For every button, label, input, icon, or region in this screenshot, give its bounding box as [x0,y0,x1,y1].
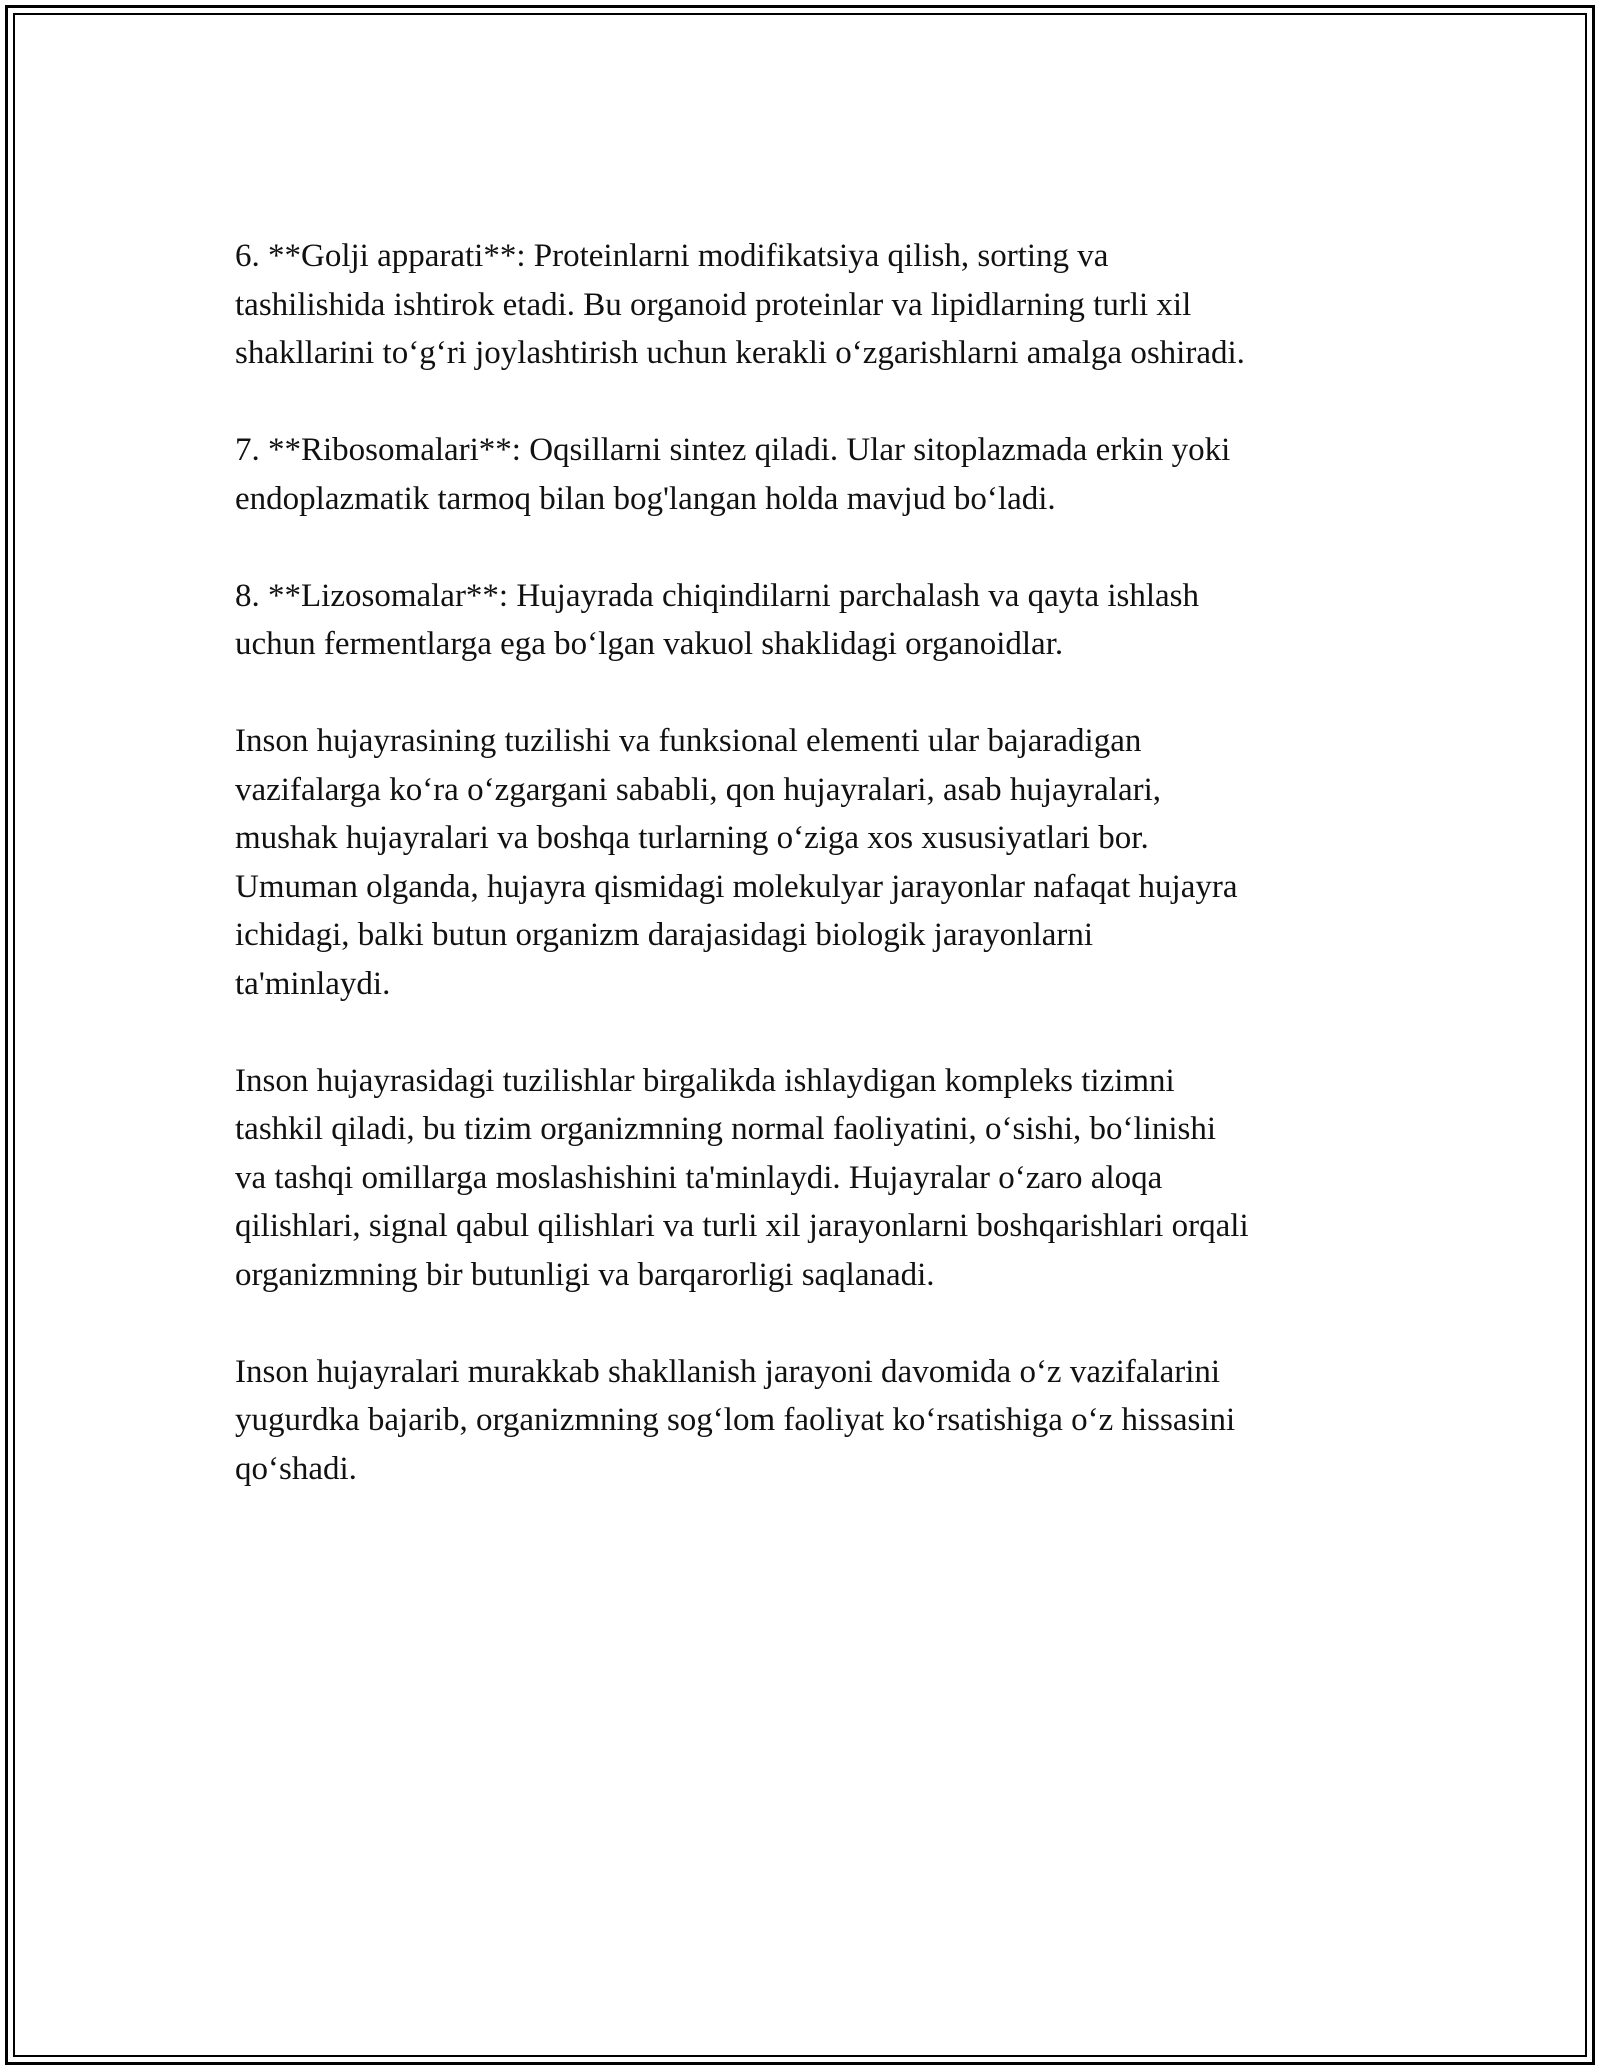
paragraph-lysosomes: 8. **Lizosomalar**: Hujayrada chiqindilarni parchalash va qayta ishlash uchun fermentlarga ega bo‘lgan vakuol shaklidagi organoidlar. [235,577,1200,662]
paragraph-cell-structure: Inson hujayrasining tuzilishi va funksional elementi ular bajaradigan vazifalarga ko‘ra o‘zgargani sababli, qon hujayralari, asab hujayralari, mushak hujayralari va boshqa turlarning o‘ziga xos xususiyatlari bor. Umuman olganda, hujayra qismidagi molekulyar jarayonlar nafaqat hujayra ichidagi, balki butun organizm darajasidagi biologik jarayonlarni ta'minlaydi. [235,723,1238,1002]
paragraph-conclusion: Inson hujayralari murakkab shakllanish jarayoni davomida o‘z vazifalarini yugurdka bajarib, organizmning sog‘lom faoliyat ko‘rsatishiga o‘z hissasini qo‘shadi. [235,1353,1236,1487]
document-body [235,232,1370,1542]
paragraph-ribosomes: 7. **Ribosomalari**: Oqsillarni sintez qiladi. Ular sitoplazmada erkin yoki endoplazmatik tarmoq bilan bog'langan holda mavjud bo‘ladi. [235,432,1231,517]
paragraph-golgi: 6. **Golji apparati**: Proteinlarni modifikatsiya qilish, sorting va tashilishida ishtirok etadi. Bu organoid proteinlar va lipidlarning turli xil shakllarini to‘g‘ri joylashtirish uchun kerakli o‘zgarishlarni amalga oshiradi. [235,238,1245,371]
paragraph-complex-system: Inson hujayrasidagi tuzilishlar birgalikda ishlaydigan kompleks tizimni tashkil qiladi, bu tizim organizmning normal faoliyatini, o‘sishi, bo‘linishi va tashqi omillarga moslashishini ta'minlaydi. Hujayralar o‘zaro aloqa qilishlari, signal qabul qilishlari va turli xil jarayonlarni boshqarishlari orqali organizmning bir butunligi va barqarorligi saqlanadi. [235,1062,1249,1293]
